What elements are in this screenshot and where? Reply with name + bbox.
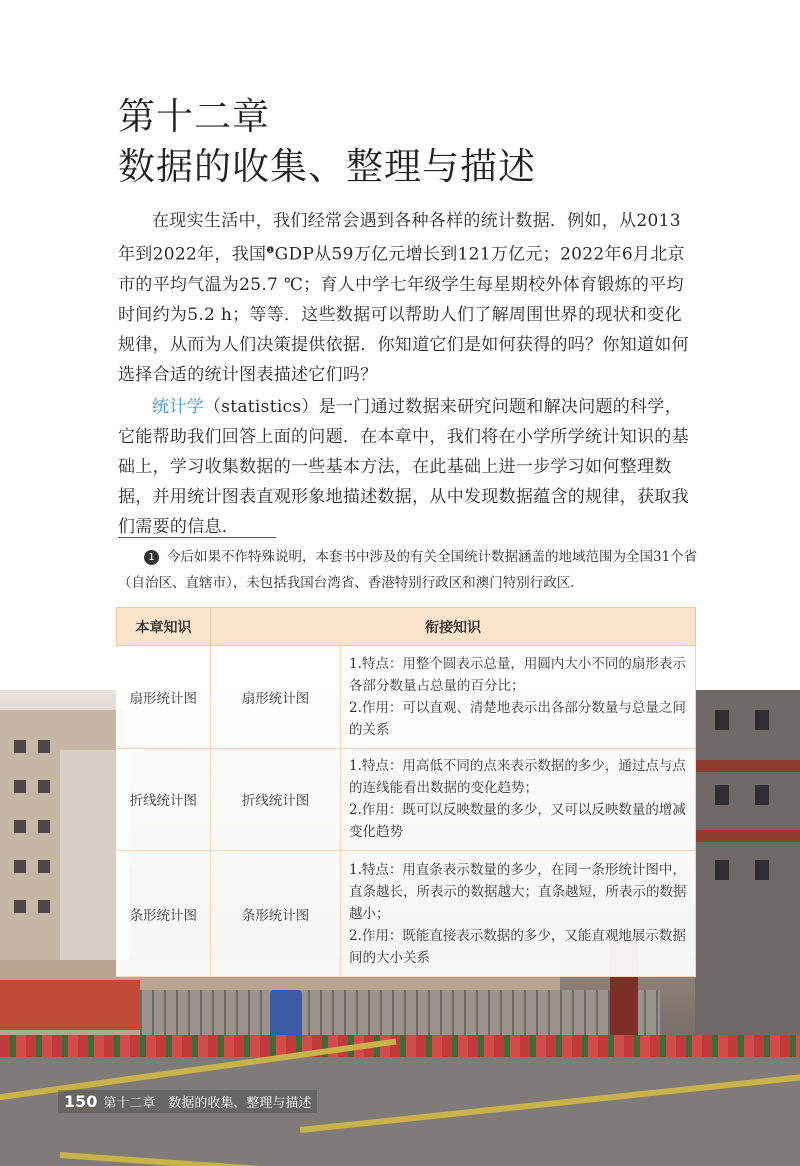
intro-text-part1: 在现实生活中，我们经常会遇到各种各样的统计数据．例如，从2013年到2022年，我国 [118, 211, 681, 265]
description [341, 851, 696, 977]
description-line: 1.特点：用整个圆表示总量，用圆内大小不同的扇形表示各部分数量占总量的百分比； [349, 655, 686, 694]
chapter-item: 折线统计图 [117, 748, 211, 851]
header-chapter-knowledge: 本章知识 [117, 608, 211, 646]
description-line: 2.作用：可以直观、清楚地表示出各部分数量与总量之间的关系 [349, 699, 686, 738]
chapter-item: 扇形统计图 [117, 646, 211, 749]
gate-sign [0, 980, 140, 1030]
page-number: 150 [64, 1092, 98, 1111]
description-line: 2.作用：既可以反映数量的多少，又可以反映数量的增减变化趋势 [349, 802, 686, 841]
table-row [117, 851, 696, 977]
page-footer [58, 1090, 317, 1113]
description-line: 2.作用：既能直接表示数据的多少，又能直观地展示数据间的大小关系 [349, 927, 686, 966]
header-linked-knowledge: 衔接知识 [211, 608, 696, 646]
linked-item: 扇形统计图 [211, 646, 341, 749]
footnote-text: 今后如果不作特殊说明，本套书中涉及的有关全国统计数据涵盖的地域范围为全国31个省（自治区、直辖市），未包括我国台湾省、香港特别行政区和澳门特别行政区． [118, 549, 698, 591]
knowledge-table [116, 607, 696, 977]
statistics-text: （statistics）是一门通过数据来研究问题和解决问题的科学，它能帮助我们回答上面的问题．在本章中，我们将在小学所学统计知识的基础上，学习收集数据的一些基本方法，在此基础上进一步学习如何整理数据，并用统计图表直观形象地描述数据，从中发现数据蕴含的规律，获取我们需要的信息． [118, 397, 689, 537]
statistics-paragraph [118, 392, 698, 542]
chapter-title: 数据的收集、整理与描述 [118, 145, 536, 188]
table-row [117, 646, 696, 749]
running-title: 第十二章 数据的收集、整理与描述 [103, 1096, 312, 1111]
footnote-ref: ❶ [266, 246, 275, 256]
footnote-divider [118, 537, 276, 538]
fence [140, 990, 660, 1035]
flower-bed [0, 1035, 800, 1057]
footnote [118, 544, 698, 596]
footnote-mark: 1 [144, 550, 159, 565]
chapter-number: 第十二章 [118, 95, 270, 138]
table-header-row [117, 608, 696, 646]
intro-text-part2: GDP从59万亿元增长到121万亿元；2022年6月北京市的平均气温为25.7 ℃；育人中学七年级学生每星期校外体育锻炼的平均时间约为5.2 h；等等．这些数据可以帮助人们了解周围世界的现状和变化规律，从而为人们决策提供依据．你知道它们是如何获得的吗？你知道如何选择合适的统计图表描述它们吗？ [118, 244, 689, 385]
table-row [117, 748, 696, 851]
building-right [695, 690, 800, 1080]
description [341, 646, 696, 749]
description-line: 1.特点：用高低不同的点来表示数据的多少，通过点与点的连线能看出数据的变化趋势； [349, 758, 686, 797]
chapter-item: 条形统计图 [117, 851, 211, 977]
linked-item: 条形统计图 [211, 851, 341, 977]
description [341, 748, 696, 851]
keyword-statistics: 统计学 [152, 397, 204, 417]
linked-item: 折线统计图 [211, 748, 341, 851]
description-line: 1.特点：用直条表示数量的多少，在同一条形统计图中，直条越长，所表示的数据越大；直条越短，所表示的数据越小； [349, 861, 687, 922]
intro-paragraph [118, 206, 698, 390]
